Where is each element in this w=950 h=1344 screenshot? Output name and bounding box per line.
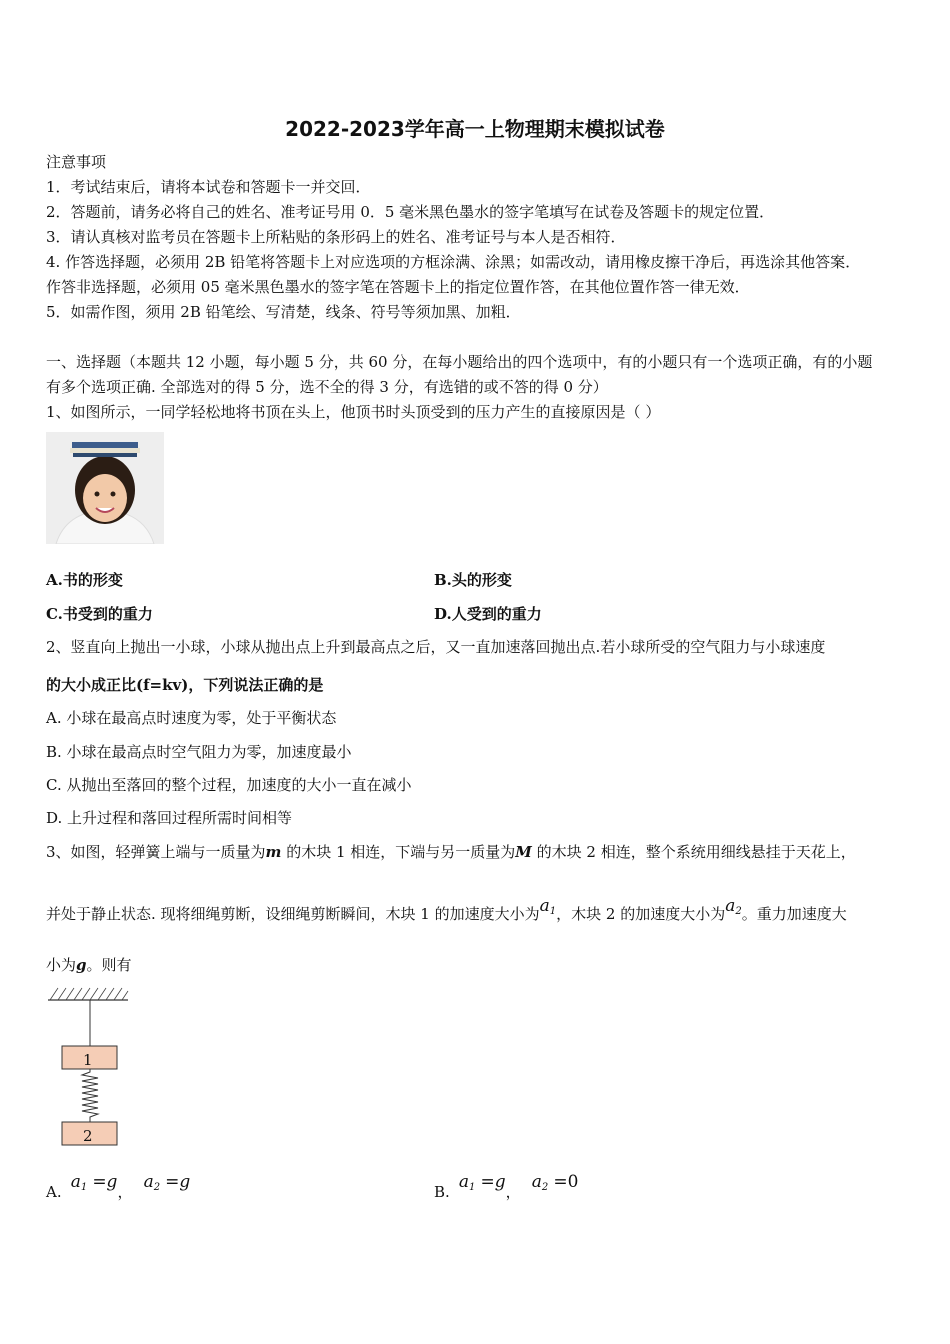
notice-heading: 注意事项 bbox=[46, 153, 107, 171]
question-3-stem: 并处于静止状态. 现将细绳剪断，设细绳剪断瞬间，木块 1 的加速度大小为$a^1$，木块 2 的加速度大小为$a^2$。重力加速度大 bbox=[46, 896, 847, 923]
block-2-label: 2 bbox=[83, 1127, 93, 1145]
spring-blocks-diagram bbox=[46, 984, 136, 1149]
option-d[interactable]: D.人受到的重力 bbox=[434, 605, 542, 623]
page-title: 2022-2023学年高一上物理期末模拟试卷 bbox=[285, 117, 665, 141]
block-1-label: 1 bbox=[83, 1051, 93, 1069]
question-1-stem: 1、如图所示，一同学轻松地将书顶在头上，他顶书时头顶受到的压力产生的直接原因是（ ） bbox=[46, 403, 661, 421]
child-with-book-photo bbox=[46, 432, 164, 544]
notice-item: 3．请认真核对监考员在答题卡上所粘贴的条形码上的姓名、准考证号与本人是否相符． bbox=[46, 228, 626, 246]
option-a[interactable]: A. $a_1 =g$， $a_2 =g$ bbox=[46, 1172, 191, 1201]
option-d[interactable]: D. 上升过程和落回过程所需时间相等 bbox=[46, 809, 293, 827]
notice-item: 2．答题前，请务必将自己的姓名、准考证号用 0．5 毫米黑色墨水的签字笔填写在试卷及答题卡的规定位置． bbox=[46, 203, 775, 221]
notice-item: 1．考试结束后，请将本试卷和答题卡一并交回． bbox=[46, 178, 371, 196]
section-instructions: 有多个选项正确. 全部选对的得 5 分，选不全的得 3 分，有选错的或不答的得 0 分） bbox=[46, 378, 608, 396]
section-instructions: 一、选择题（本题共 12 小题，每小题 5 分，共 60 分，在每小题给出的四个选项中，有的小题只有一个选项正确，有的小题 bbox=[46, 353, 873, 371]
option-b[interactable]: B. 小球在最高点时空气阻力为零，加速度最小 bbox=[46, 743, 352, 761]
option-c[interactable]: C.书受到的重力 bbox=[46, 605, 153, 623]
option-a[interactable]: A.书的形变 bbox=[46, 571, 123, 589]
notice-item: 4. 作答选择题，必须用 2B 铅笔将答题卡上对应选项的方框涂满、涂黑；如需改动，请用橡皮擦干净后，再选涂其他答案． bbox=[46, 253, 861, 271]
option-a[interactable]: A. 小球在最高点时速度为零，处于平衡状态 bbox=[46, 709, 337, 727]
question-3-stem: 小为g。则有 bbox=[46, 956, 132, 974]
option-b[interactable]: B.头的形变 bbox=[434, 571, 512, 589]
notice-item: 5．如需作图，须用 2B 铅笔绘、写清楚，线条、符号等须加黑、加粗． bbox=[46, 303, 521, 321]
option-b[interactable]: B. $a_1 =g$， $a_2 =0$ bbox=[434, 1172, 579, 1201]
question-2-stem: 的大小成正比(f=kv)，下列说法正确的是 bbox=[46, 676, 324, 694]
question-3-stem: 3、如图，轻弹簧上端与一质量为m 的木块 1 相连，下端与另一质量为M 的木块 2 相连，整个系统用细线悬挂于天花上， bbox=[46, 843, 856, 861]
option-c[interactable]: C. 从抛出至落回的整个过程，加速度的大小一直在减小 bbox=[46, 776, 412, 794]
notice-item: 作答非选择题，必须用 05 毫米黑色墨水的签字笔在答题卡上的指定位置作答，在其他位置作答一律无效． bbox=[46, 278, 750, 296]
question-2-stem: 2、竖直向上抛出一小球，小球从抛出点上升到最高点之后，又一直加速落回抛出点.若小球所受的空气阻力与小球速度 bbox=[46, 638, 826, 656]
